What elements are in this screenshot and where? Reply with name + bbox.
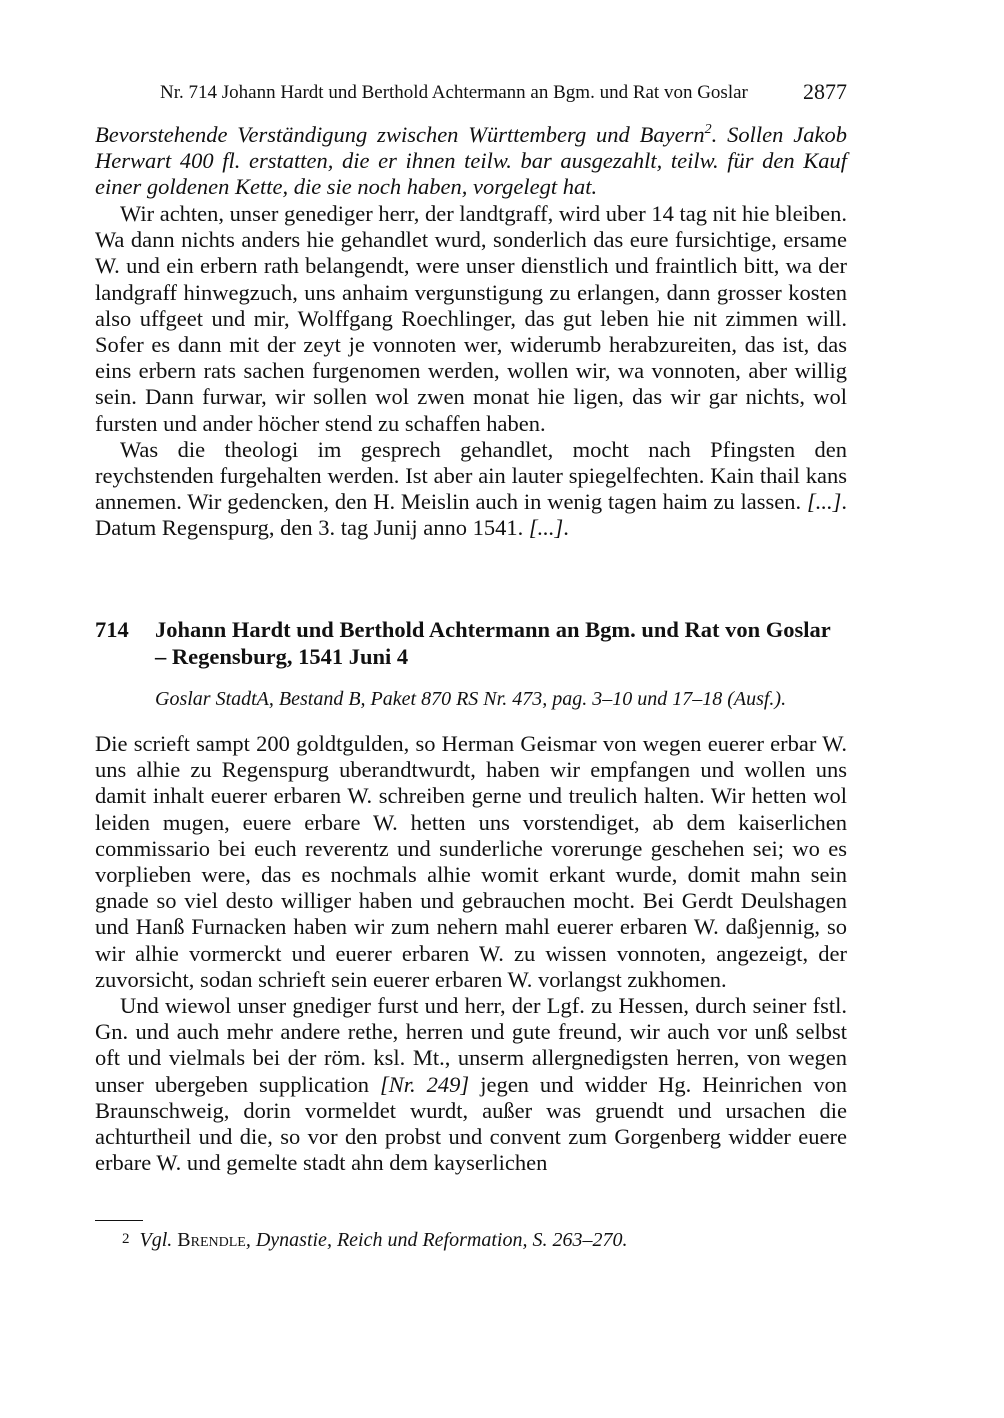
omission-mark: [...] bbox=[528, 515, 564, 541]
regest-text-part1: Bevorstehende Verständigung zwischen Württemberg und Bayern bbox=[95, 122, 705, 147]
paragraph-text: Und wiewol unser gnediger furst und herr, der Lgf. zu Hessen, durch seiner fstl. Gn. und auch mehr andere rethe, herren und gute freund, wir auch vor unß selbst oft und vielmals bei der röm. ksl. Mt., unserm allergnedigsten herren, von wegen unser ubergeben supplication bbox=[95, 993, 847, 1097]
paragraph bbox=[95, 993, 847, 1176]
omission-mark: [...] bbox=[806, 489, 842, 515]
document-number: 714 bbox=[95, 617, 129, 642]
footnote-rule bbox=[95, 1220, 143, 1221]
footnote-prefix: Vgl. bbox=[139, 1229, 173, 1251]
dating-clause: . Datum Regenspurg, den 3. tag Junij anno 1541. bbox=[95, 489, 847, 541]
previous-document-body bbox=[95, 201, 847, 542]
paragraph bbox=[95, 437, 847, 542]
footnote-number: 2 bbox=[122, 1231, 130, 1247]
source-citation: Goslar StadtA, Bestand B, Paket 870 RS Nr. 473, pag. 3–10 und 17–18 (Ausf.). bbox=[155, 688, 787, 710]
cross-reference[interactable]: [Nr. 249] bbox=[380, 1071, 470, 1097]
running-title: Nr. 714 Johann Hardt und Berthold Achtermann an Bgm. und Rat von Goslar bbox=[160, 82, 748, 103]
document-body bbox=[95, 731, 847, 1176]
paragraph: Die scrieft sampt 200 goldtgulden, so Herman Geismar von wegen euerer erbar W. uns alhie zu Regenspurg uberandtwurdt, haben wir empfangen und wollen uns damit inhalt euerer erbaren W. schreiben gerne und treulich halten. Wir hetten wol leiden mugen, euere erbare W. hetten uns vorstendiget, ab dem kaiserlichen commissario bei euch reverentz und sunderliche vorerunge geschehen sei; wo es vorplieben were, das es nochmals alhie womit erkant wurde, domit mahn sein gnade so viel desto williger haben und gebrauchen mocht. Bei Gerdt Deulshagen und Hanß Furnacken haben wir zum nehern mahl euerer erbaren W. daßjennig, so wir alhie vormerckt und euerer erbaren W. zu wissen vonnoten, angezeigt, der zuvorsicht, sodan schrieft sein euerer erbaren W. vorlangst zukhomen. bbox=[95, 731, 847, 992]
footnote bbox=[122, 1226, 847, 1253]
page-number: 2877 bbox=[803, 79, 847, 104]
document-title: Johann Hardt und Berthold Achtermann an Bgm. und Rat von Goslar – Regensburg, 1541 Juni 4 bbox=[155, 617, 831, 669]
paragraph: Wir achten, unser genediger herr, der landtgraff, wird uber 14 tag nit hie bleiben. Wa dann nichts anders hie gehandlet wurd, sonderlich das eure fursichtige, ersame W. und ein erbern rath belangendt, were unser dienstlich und fraintlich bitt, wa der landgraff hinwegzuch, uns anhaim vergunstigung zu erlangen, dann grosser kosten also uffgeet und mir, Wolffgang Roechlinger, das gut leben hie nit zimmen will. Sofer es dann mit der zeyt je vonnoten wer, widerumb herabzureiten, das ist, das eins erbern rats sachen furgenomen werden, wollen wir, wa vonnoten, aber willig sein. Dann furwar, wir sollen wol zwen monat hie ligen, das wir gar nichts, wol fursten und ander höcher stend zu schaffen haben. bbox=[95, 201, 847, 436]
paragraph-text: jegen und widder Hg. Heinrichen von Braunschweig, dorin vormeldet wurdt, außer was gruendt und ursachen die achturtheil und die, so vor den probst und convent zum Gorgenberg widder euere erbare W. und gemelte stadt ahn dem kayserlichen bbox=[95, 1071, 848, 1176]
footnote-text: , Dynastie, Reich und Reformation, S. 263–270. bbox=[245, 1229, 628, 1251]
regest-previous-document bbox=[95, 122, 847, 201]
footnote-reference[interactable]: 2 bbox=[704, 122, 712, 137]
footnote-author: Brendle bbox=[177, 1229, 246, 1251]
paragraph-text: Was die theologi im gesprech gehandlet, mocht nach Pfingsten den reychstenden furgehalten werden. Ist aber ain lauter spiegelfechten. Kain thail kans annemen. Wir gedencken, den H. Meislin auch in wenig tagen haim zu lassen. bbox=[95, 436, 847, 515]
paragraph-end: . bbox=[563, 515, 569, 541]
regest-text-part2: . Sollen Jakob Herwart 400 fl. erstatten, die er ihnen teilw. bar ausgezahlt, teilw. für den Kauf einer goldenen Kette, die sie noch haben, vorgelegt hat. bbox=[95, 122, 847, 200]
